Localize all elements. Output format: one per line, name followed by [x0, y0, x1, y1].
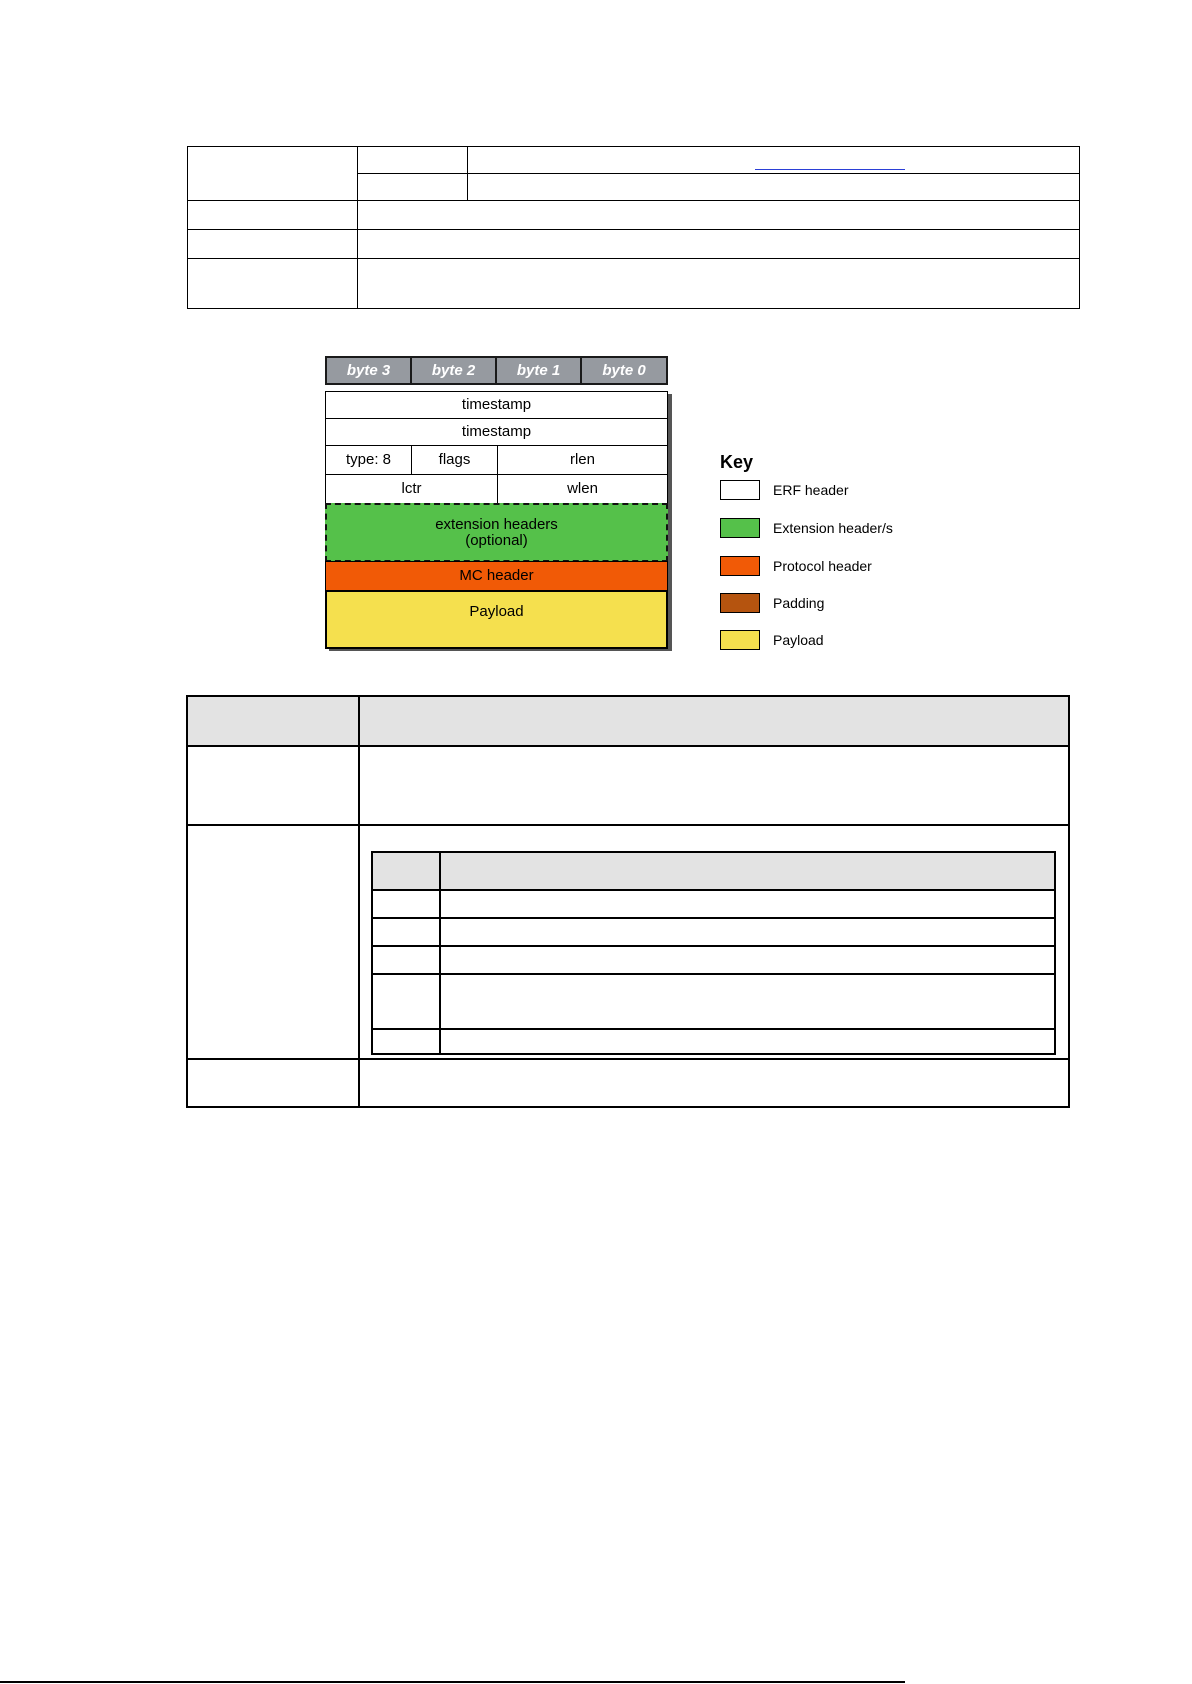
- upper-table-cell: [188, 259, 358, 309]
- wlen-field: wlen: [497, 474, 668, 504]
- key-label: Protocol header: [773, 558, 872, 574]
- upper-table-cell: [468, 147, 1080, 174]
- upper-table-cell: [188, 147, 358, 201]
- nested-table-row: [373, 947, 1054, 975]
- byte-label: byte 2: [410, 356, 497, 385]
- upper-table: [187, 146, 1080, 309]
- byte-label: byte 3: [325, 356, 412, 385]
- key-swatch-extension-header: [720, 518, 760, 538]
- upper-table-cell: [358, 259, 1080, 309]
- key-label: Extension header/s: [773, 520, 893, 536]
- upper-table-cell: [188, 201, 358, 230]
- key-swatch-erf-header: [720, 480, 760, 500]
- upper-table-cell: [468, 174, 1080, 201]
- upper-table-cell: [358, 201, 1080, 230]
- mc-header-block: MC header: [325, 561, 668, 591]
- key-label: ERF header: [773, 482, 849, 498]
- nested-table: [371, 851, 1056, 1055]
- upper-table-cell: [358, 230, 1080, 259]
- lctr-field: lctr: [325, 474, 498, 504]
- key-swatch-padding: [720, 593, 760, 613]
- upper-table-cell: [358, 147, 468, 174]
- flags-field: flags: [411, 445, 498, 475]
- byte-label: byte 0: [580, 356, 668, 385]
- key-label: Payload: [773, 632, 824, 648]
- payload-block: Payload: [325, 590, 668, 649]
- nested-table-header-row: [373, 853, 1054, 891]
- extension-headers-label: extension headers: [435, 515, 558, 533]
- type-field: type: 8: [325, 445, 412, 475]
- hyperlink-underline[interactable]: [755, 169, 905, 170]
- rlen-field: rlen: [497, 445, 668, 475]
- column-divider: [358, 697, 360, 1106]
- upper-table-cell: [188, 230, 358, 259]
- table-header-row: [188, 697, 1068, 747]
- key-swatch-protocol-header: [720, 556, 760, 576]
- nested-table-row: [373, 891, 1054, 919]
- timestamp-field: timestamp: [325, 418, 668, 446]
- extension-headers-block: [325, 503, 668, 562]
- key-label: Padding: [773, 595, 825, 611]
- key-swatch-payload: [720, 630, 760, 650]
- nested-table-row: [373, 975, 1054, 1030]
- byte-label: byte 1: [495, 356, 582, 385]
- nested-column-divider: [439, 853, 441, 1053]
- upper-table-cell: [358, 174, 468, 201]
- timestamp-field: timestamp: [325, 391, 668, 419]
- key-title: Key: [720, 452, 754, 472]
- footer-rule: [0, 1681, 905, 1683]
- extension-headers-optional-label: (optional): [465, 531, 528, 549]
- table-row: [188, 747, 1068, 826]
- nested-table-row: [373, 919, 1054, 947]
